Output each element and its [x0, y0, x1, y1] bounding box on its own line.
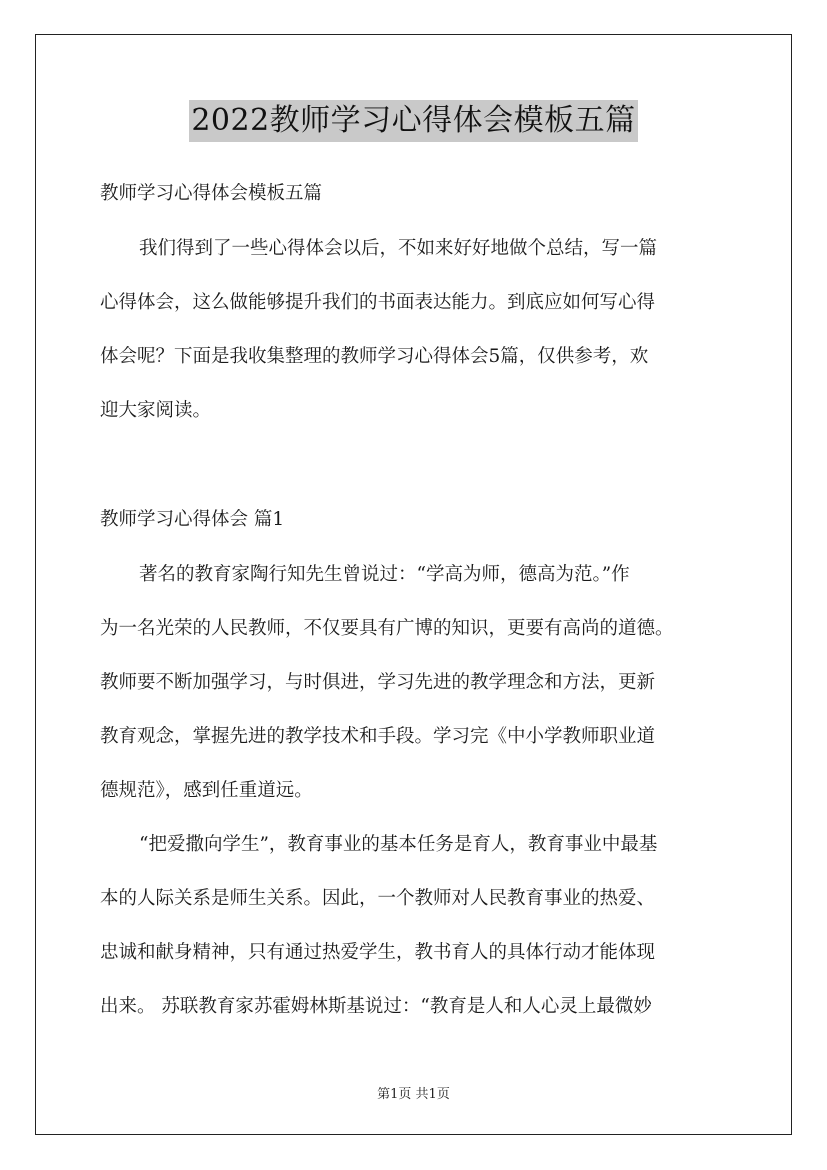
paragraph-line: 本的人际关系是师生关系。因此，一个教师对人民教育事业的热爱、 [100, 888, 656, 909]
document-title: 2022教师学习心得体会模板五篇 [189, 100, 637, 142]
intro-line: 我们得到了一些心得体会以后，不如来好好地做个总结，写一篇 [139, 238, 658, 259]
intro-line: 迎大家阅读。 [100, 400, 212, 421]
paragraph-line: 为一名光荣的人民教师，不仅要具有广博的知识，更要有高尚的道德。 [100, 618, 674, 639]
intro-line: 体会呢？下面是我收集整理的教师学习心得体会5篇，仅供参考，欢 [100, 346, 649, 367]
document-subtitle: 教师学习心得体会模板五篇 [100, 183, 323, 204]
paragraph-line: 教师要不断加强学习，与时俱进，学习先进的教学理念和方法，更新 [100, 672, 656, 693]
paragraph-line: “把爱撒向学生”，教育事业的基本任务是育人，教育事业中最基 [139, 834, 658, 855]
paragraph-line: 忠诚和献身精神，只有通过热爱学生，教书育人的具体行动才能体现 [100, 942, 656, 963]
paragraph-line: 出来。 苏联教育家苏霍姆林斯基说过：“教育是人和人心灵上最微妙 [100, 996, 652, 1017]
title-container [0, 100, 827, 142]
paragraph-line: 德规范》，感到任重道远。 [100, 780, 313, 801]
paragraph-line: 著名的教育家陶行知先生曾说过：“学高为师，德高为范。”作 [139, 564, 630, 585]
page-footer: 第1页 共1页 [377, 1087, 450, 1102]
intro-line: 心得体会，这么做能够提升我们的书面表达能力。到底应如何写心得 [100, 292, 656, 313]
paragraph-line: 教育观念，掌握先进的教学技术和手段。学习完《中小学教师职业道 [100, 726, 656, 747]
section-heading: 教师学习心得体会 篇1 [100, 509, 285, 530]
